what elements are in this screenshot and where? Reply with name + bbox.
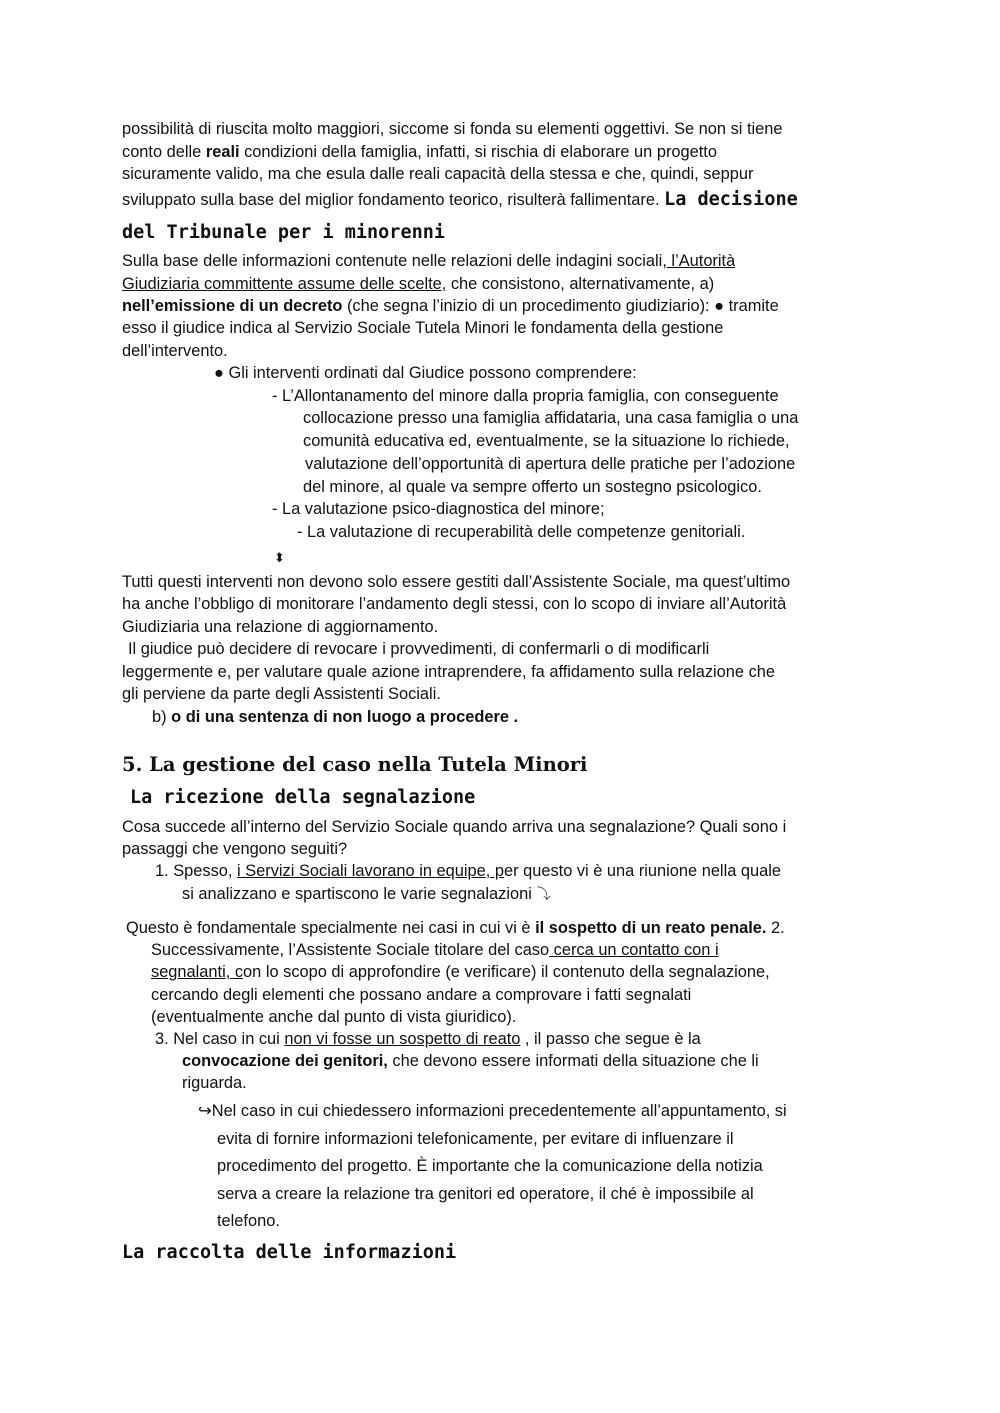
note-line: ↪Nel caso in cui chiedessero informazioni precedentemente all’appuntamento, si <box>198 1102 787 1120</box>
text-line: gli perviene da parte degli Assistenti Sociali. <box>122 685 441 703</box>
note-line: procedimento del progetto. È importante che la comunicazione della notizia <box>217 1157 763 1175</box>
text-line: ha anche l’obbligo di monitorare l’andamento degli stessi, con lo scopo di inviare all’Autorità <box>122 595 787 613</box>
text-line: conto delle reali condizioni della famiglia, infatti, si rischia di elaborare un progetto <box>122 143 717 161</box>
numbered-item-continued: si analizzano e spartiscono le varie segnalazioni ⤵ <box>182 885 551 903</box>
text-line: esso il giudice indica al Servizio Sociale Tutela Minori le fondamenta della gestione <box>122 319 724 337</box>
text-line: Cosa succede all’interno del Servizio Sociale quando arriva una segnalazione? Quali sono i <box>122 818 787 836</box>
numbered-item: 1. Spesso, i Servizi Sociali lavorano in equipe, per questo vi è una riunione nella quale <box>155 862 781 880</box>
bullet-item: ● Gli interventi ordinati dal Giudice possono comprendere: <box>214 364 637 382</box>
text-line: Tutti questi interventi non devono solo essere gestiti dall’Assistente Sociale, ma quest’ultimo <box>122 573 791 591</box>
text-line: Sulla base delle informazioni contenute nelle relazioni delle indagini sociali, l’Autorità <box>122 252 736 270</box>
numbered-item-continued: convocazione dei genitori, che devono essere informati della situazione che li <box>182 1052 759 1070</box>
section-heading: La ricezione della segnalazione <box>130 787 476 808</box>
text-line: Questo è fondamentale specialmente nei casi in cui vi è il sospetto di un reato penale. 2. <box>126 919 785 937</box>
text-line: segnalanti, con lo scopo di approfondire (e verificare) il contenuto della segnalazione, <box>151 963 770 981</box>
hook-arrow-icon: ↪ <box>198 1102 212 1120</box>
text-line: cercando degli elementi che possano andare a comprovare i fatti segnalati <box>151 986 692 1004</box>
note-line: evita di fornire informazioni telefonicamente, per evitare di influenzare il <box>217 1130 734 1148</box>
dash-item-continued: comunità educativa ed, eventualmente, se la situazione lo richiede, <box>303 432 790 450</box>
section-heading: La decisione <box>664 189 798 210</box>
numbered-item-continued: riguarda. <box>182 1074 247 1092</box>
dash-item-continued: valutazione dell’opportunità di apertura delle pratiche per l’adozione <box>305 455 796 473</box>
dash-item-continued: collocazione presso una famiglia affidataria, una casa famiglia o una <box>303 409 799 427</box>
text-line: Successivamente, l’Assistente Sociale titolare del caso cerca un contatto con i <box>151 941 719 959</box>
text-line: possibilità di riuscita molto maggiori, siccome si fonda su elementi oggettivi. Se non si tiene <box>122 120 783 138</box>
note-line: telefono. <box>217 1212 280 1230</box>
text-line: dell’intervento. <box>122 342 228 360</box>
text-line: leggermente e, per valutare quale azione intraprendere, fa affidamento sulla relazione che <box>122 663 776 681</box>
text-line: Il giudice può decidere di revocare i provvedimenti, di confermarli o di modificarli <box>128 640 710 658</box>
text-line: nell’emissione di un decreto (che segna l’inizio di un procedimento giudiziario): ● tramite <box>122 297 779 315</box>
section-heading: del Tribunale per i minorenni <box>122 222 446 243</box>
text-line: sviluppato sulla base del miglior fondamento teorico, risulterà fallimentare. La decisione <box>122 189 798 210</box>
dash-item: - La valutazione di recuperabilità delle competenze genitoriali. <box>297 523 746 541</box>
numbered-item: 3. Nel caso in cui non vi fosse un sospetto di reato , il passo che segue è la <box>155 1030 701 1048</box>
text-line: passaggi che vengono seguiti? <box>122 840 348 858</box>
text-line: sicuramente valido, ma che esula dalle reali capacità della stessa e che, quindi, seppur <box>122 165 754 183</box>
text-line: (eventualmente anche dal punto di vista giuridico). <box>151 1008 517 1026</box>
note-line: serva a creare la relazione tra genitori ed operatore, il ché è impossibile al <box>217 1185 754 1203</box>
curved-arrow-icon: ⤵ <box>536 886 551 902</box>
dash-item: - L’Allontanamento del minore dalla propria famiglia, con conseguente <box>272 387 779 405</box>
text-line: Giudiziaria committente assume delle scelte, che consistono, alternativamente, a) <box>122 275 715 293</box>
updown-arrow-icon: ⬍ <box>274 550 285 565</box>
section-heading: La raccolta delle informazioni <box>122 1242 457 1263</box>
dash-item-continued: del minore, al quale va sempre offerto un sostegno psicologico. <box>303 478 762 496</box>
chapter-title: 5. La gestione del caso nella Tutela Minori <box>122 753 588 776</box>
text-line: Giudiziaria una relazione di aggiornamento. <box>122 618 439 636</box>
dash-item: - La valutazione psico-diagnostica del minore; <box>272 500 605 518</box>
text-line: b) o di una sentenza di non luogo a procedere . <box>152 708 519 726</box>
